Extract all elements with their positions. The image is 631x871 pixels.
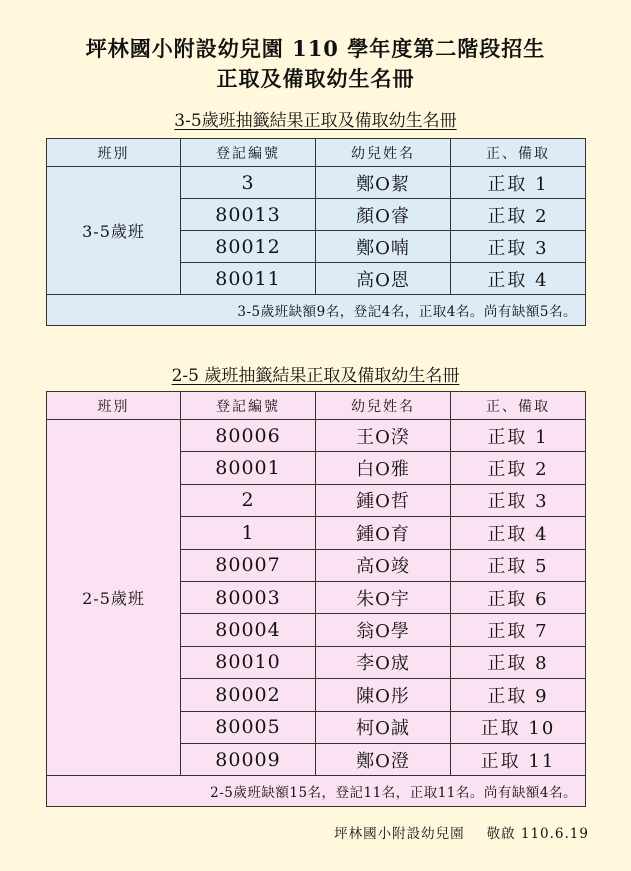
admission-rank-cell: 正取 2 — [451, 452, 586, 484]
child-name-cell: 柯O誠 — [316, 711, 451, 743]
child-name-cell: 朱O宇 — [316, 581, 451, 613]
admission-rank-cell: 正取 5 — [451, 549, 586, 581]
registration-id-cell: 2 — [181, 484, 316, 516]
header-id: 登記編號 — [181, 392, 316, 420]
registration-id-cell: 80006 — [181, 420, 316, 452]
child-name-cell: 鍾O哲 — [316, 484, 451, 516]
child-name-cell: 鍾O育 — [316, 517, 451, 549]
summary-row — [47, 776, 586, 807]
document-title: 坪林國小附設幼兒園 110 學年度第二階段招生 — [85, 36, 546, 61]
admission-rank-cell: 正取 1 — [451, 420, 586, 452]
summary-row — [47, 295, 586, 326]
admission-rank-cell: 正取 3 — [451, 484, 586, 516]
table-row — [47, 167, 586, 199]
registration-id-cell: 80012 — [181, 231, 316, 263]
child-name-cell: 高O竣 — [316, 549, 451, 581]
roster-table-2-5 — [46, 391, 586, 807]
registration-id-cell: 80002 — [181, 679, 316, 711]
class-cell: 3-5歲班 — [47, 167, 181, 295]
admission-rank-cell: 正取 9 — [451, 679, 586, 711]
registration-id-cell: 80013 — [181, 199, 316, 231]
vacancy-note: 2-5歲班缺額15名，登記11名，正取11名。尚有缺額4名。 — [47, 776, 586, 807]
admission-rank-cell: 正取 7 — [451, 614, 586, 646]
child-name-cell: 鄭O澄 — [316, 743, 451, 775]
registration-id-cell: 80009 — [181, 743, 316, 775]
registration-id-cell: 3 — [181, 167, 316, 199]
admission-rank-cell: 正取 10 — [451, 711, 586, 743]
registration-id-cell: 80010 — [181, 646, 316, 678]
registration-id-cell: 80001 — [181, 452, 316, 484]
header-row — [47, 139, 586, 167]
child-name-cell: 白O雅 — [316, 452, 451, 484]
registration-id-cell: 80005 — [181, 711, 316, 743]
admission-rank-cell: 正取 2 — [451, 199, 586, 231]
child-name-cell: 鄭O絜 — [316, 167, 451, 199]
admission-rank-cell: 正取 6 — [451, 581, 586, 613]
child-name-cell: 王O湀 — [316, 420, 451, 452]
section2-heading: 2-5 歲班抽籤結果正取及備取幼生名冊 — [171, 366, 460, 386]
header-class: 班別 — [47, 392, 181, 420]
header-rank: 正、備取 — [451, 139, 586, 167]
header-class: 班別 — [47, 139, 181, 167]
registration-id-cell: 1 — [181, 517, 316, 549]
admission-rank-cell: 正取 4 — [451, 263, 586, 295]
admission-rank-cell: 正取 1 — [451, 167, 586, 199]
child-name-cell: 翁O學 — [316, 614, 451, 646]
footer-sign: 敬啟 110.6.19 — [486, 826, 589, 842]
registration-id-cell: 80011 — [181, 263, 316, 295]
header-row — [47, 392, 586, 420]
header-name: 幼兒姓名 — [316, 392, 451, 420]
admission-rank-cell: 正取 11 — [451, 743, 586, 775]
admission-rank-cell: 正取 8 — [451, 646, 586, 678]
header-id: 登記編號 — [181, 139, 316, 167]
footer-signature — [334, 822, 589, 842]
registration-id-cell: 80003 — [181, 581, 316, 613]
section1-heading: 3-5歲班抽籤結果正取及備取幼生名冊 — [174, 111, 457, 131]
registration-id-cell: 80007 — [181, 549, 316, 581]
child-name-cell: 陳O彤 — [316, 679, 451, 711]
registration-id-cell: 80004 — [181, 614, 316, 646]
header-rank: 正、備取 — [451, 392, 586, 420]
admission-rank-cell: 正取 3 — [451, 231, 586, 263]
footer-org: 坪林國小附設幼兒園 — [334, 826, 465, 842]
roster-table-3-5 — [46, 138, 586, 326]
child-name-cell: 高O恩 — [316, 263, 451, 295]
header-name: 幼兒姓名 — [316, 139, 451, 167]
child-name-cell: 顏O睿 — [316, 199, 451, 231]
vacancy-note: 3-5歲班缺額9名，登記4名，正取4名。尚有缺額5名。 — [47, 295, 586, 326]
document-subtitle: 正取及備取幼生名冊 — [216, 66, 415, 91]
child-name-cell: 鄭O喃 — [316, 231, 451, 263]
table-row — [47, 420, 586, 452]
class-cell: 2-5歲班 — [47, 420, 181, 776]
admission-rank-cell: 正取 4 — [451, 517, 586, 549]
child-name-cell: 李O宬 — [316, 646, 451, 678]
